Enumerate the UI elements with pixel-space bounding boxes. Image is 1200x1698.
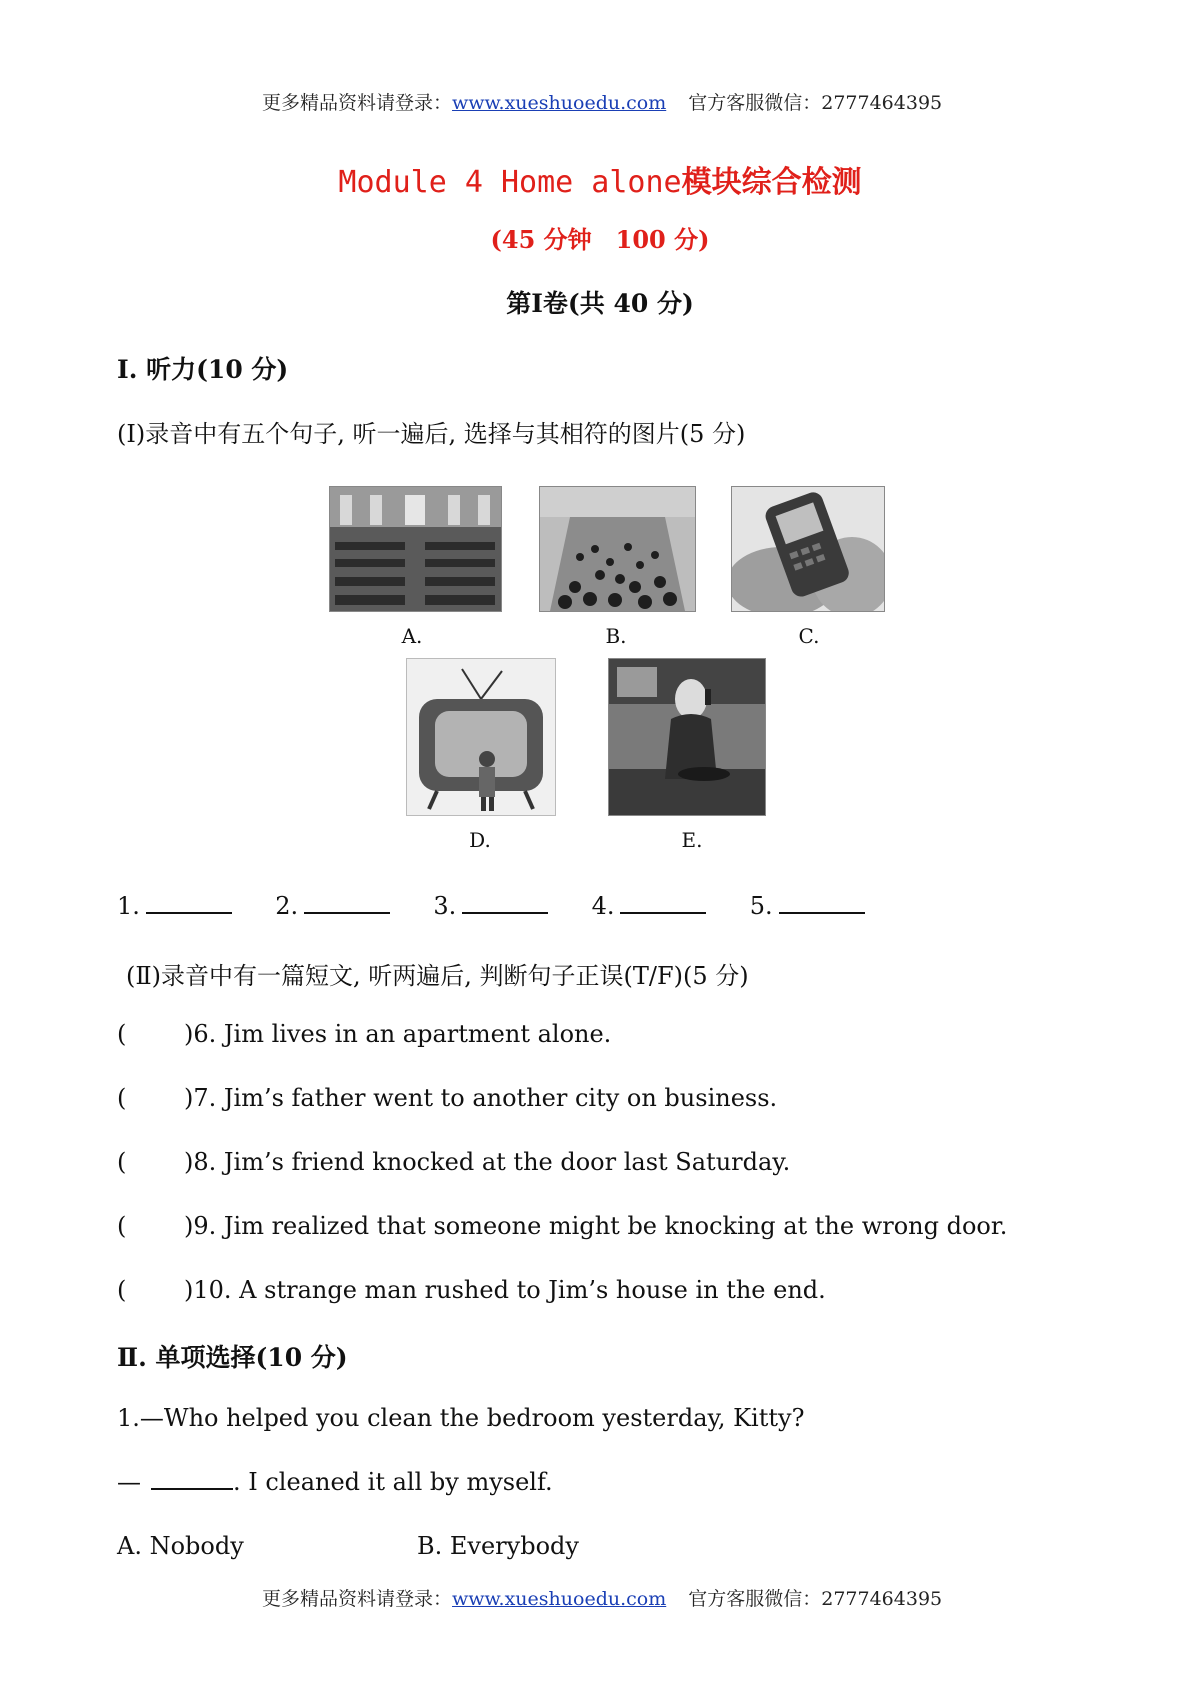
picture-b <box>539 486 696 612</box>
volume-heading: 第Ⅰ卷(共 40 分) <box>506 289 694 318</box>
answer-number-2: 2. <box>275 892 299 920</box>
caption-c: C. <box>798 624 820 648</box>
title-english: Module 4 Home alone <box>338 165 682 200</box>
page-title <box>0 157 1200 201</box>
answer-blank-2[interactable] <box>304 892 390 914</box>
footer-site-link[interactable]: www.xueshuoedu.com <box>452 1588 667 1610</box>
answer-blank-3[interactable] <box>462 892 548 914</box>
picture-e <box>608 658 766 816</box>
question-1-blank[interactable] <box>151 1468 233 1490</box>
tf-paren-6[interactable]: ( <box>117 1020 127 1048</box>
page-footer <box>262 1584 942 1611</box>
question-1: 1.—Who helped you clean the bedroom yesterday, Kitty? <box>117 1404 805 1432</box>
picture-d <box>406 658 556 816</box>
tf-item-9: )9. Jim realized that someone might be knocking at the wrong door. <box>184 1212 1008 1240</box>
woman-cooking-phone-photo-icon <box>609 659 765 815</box>
caption-e: E. <box>681 828 703 852</box>
picture-c <box>731 486 885 612</box>
question-1-reply <box>117 1468 553 1496</box>
tf-item-8: )8. Jim’s friend knocked at the door last Saturday. <box>184 1148 791 1176</box>
tf-item-10: )10. A strange man rushed to Jim’s house in the end. <box>184 1276 826 1304</box>
tf-paren-8[interactable]: ( <box>117 1148 127 1176</box>
crowded-station-photo-icon <box>540 487 695 611</box>
section1-part2-instruction: (Ⅱ)录音中有一篇短文, 听两遍后, 判断句子正误(T/F)(5 分) <box>126 962 749 990</box>
answer-blank-4[interactable] <box>620 892 706 914</box>
answer-number-5: 5. <box>749 892 773 920</box>
reply-text: . I cleaned it all by myself. <box>233 1468 553 1496</box>
section1-part1-instruction: (Ⅰ)录音中有五个句子, 听一遍后, 选择与其相符的图片(5 分) <box>117 420 746 448</box>
caption-b: B. <box>605 624 627 648</box>
section2-heading: Ⅱ. 单项选择(10 分) <box>117 1343 348 1372</box>
tf-paren-7[interactable]: ( <box>117 1084 127 1112</box>
answer-blanks-row <box>117 892 865 920</box>
tf-paren-10[interactable]: ( <box>117 1276 127 1304</box>
title-chinese: 模块综合检测 <box>681 165 862 200</box>
answer-number-1: 1. <box>117 892 140 920</box>
tf-item-7: )7. Jim’s father went to another city on business. <box>184 1084 778 1112</box>
footer-prefix: 更多精品资料请登录： <box>262 1588 453 1610</box>
header-service: 官方客服微信：2777464395 <box>688 92 943 114</box>
footer-service: 官方客服微信：2777464395 <box>688 1588 943 1610</box>
question-1-option-a[interactable]: A. Nobody <box>117 1532 244 1560</box>
question-1-option-b[interactable]: B. Everybody <box>417 1532 579 1560</box>
header-site-link[interactable]: www.xueshuoedu.com <box>452 92 667 114</box>
library-hall-photo-icon <box>330 487 501 611</box>
picture-a <box>329 486 502 612</box>
answer-blank-5[interactable] <box>779 892 865 914</box>
answer-number-3: 3. <box>433 892 457 920</box>
tf-item-6: )6. Jim lives in an apartment alone. <box>184 1020 612 1048</box>
header-prefix: 更多精品资料请登录： <box>262 92 453 114</box>
answer-number-4: 4. <box>591 892 615 920</box>
caption-d: D. <box>469 828 491 852</box>
tf-paren-9[interactable]: ( <box>117 1212 127 1240</box>
caption-a: A. <box>401 624 423 648</box>
section1-heading: Ⅰ. 听力(10 分) <box>117 355 289 384</box>
answer-blank-1[interactable] <box>146 892 232 914</box>
page-header <box>262 88 942 115</box>
reply-dash: — <box>117 1468 141 1496</box>
television-child-photo-icon <box>407 659 555 815</box>
page-subtitle: (45 分钟 100 分) <box>490 225 710 254</box>
mobile-phone-photo-icon <box>732 487 884 611</box>
